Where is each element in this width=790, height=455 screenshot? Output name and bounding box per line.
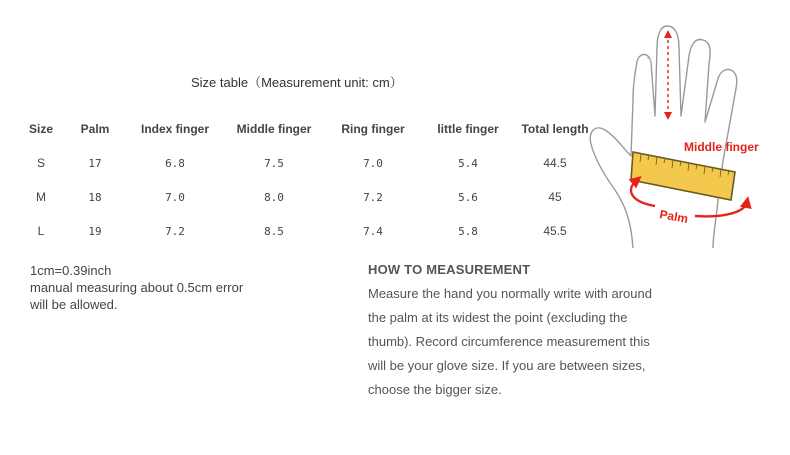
header-ring-finger: Ring finger [341,122,405,136]
cell-palm: 19 [88,224,102,238]
header-middle-finger: Middle finger [236,122,312,136]
cell-size: S [36,156,45,170]
header-total-length: Total length [521,122,589,136]
how-to-body [368,282,698,402]
cell-little-finger: 5.4 [458,156,478,170]
cell-palm: 18 [88,190,102,204]
cell-ring-finger: 7.0 [363,156,383,170]
cell-index-finger: 7.2 [165,224,185,238]
cell-total-length: 45.5 [543,224,567,238]
cell-ring-finger: 7.2 [363,190,383,204]
cell-index-finger: 7.0 [165,190,185,204]
arrow-down-icon [664,112,672,120]
cell-palm: 17 [88,156,102,170]
conversion-note [30,262,243,313]
cell-middle-finger: 7.5 [264,156,284,170]
note-line: manual measuring about 0.5cm error [30,280,244,295]
note-line: 1cm=0.39inch [30,263,112,278]
how-to-line: choose the bigger size. [368,382,502,397]
header-index-finger: Index finger [140,122,209,136]
size-table-title: Size table（Measurement unit: cm） [191,75,403,90]
arrow-up-icon [664,30,672,38]
cell-middle-finger: 8.0 [264,190,284,204]
header-palm: Palm [80,122,110,136]
cell-total-length: 44.5 [543,156,567,170]
cell-size: M [36,190,46,204]
cell-index-finger: 6.8 [165,156,185,170]
cell-little-finger: 5.8 [458,224,478,238]
header-size: Size [28,122,53,136]
cell-little-finger: 5.6 [458,190,478,204]
how-to-title: HOW TO MEASUREMENT [368,262,531,277]
table-header-row [18,112,596,146]
how-to-line: thumb). Record circumference measurement this [368,334,650,349]
how-to-line: the palm at its widest the point (excluding the [368,310,628,325]
cell-middle-finger: 8.5 [264,224,284,238]
table-row [18,146,596,180]
cell-total-length: 45 [548,190,562,204]
cell-ring-finger: 7.4 [363,224,383,238]
how-to-line: will be your glove size. If you are between sizes, [368,358,646,373]
palm-arrow-right-icon [695,202,747,216]
note-line: will be allowed. [30,297,118,312]
table-row [18,180,596,214]
header-little-finger: little finger [437,122,499,136]
table-row [18,214,596,248]
palm-label: Palm [658,207,690,226]
size-table [18,112,596,248]
cell-size: L [37,224,45,238]
how-to-line: Measure the hand you normally write with around [368,286,652,301]
middle-finger-label: Middle finger [684,140,759,154]
measuring-tape-icon [631,152,735,200]
